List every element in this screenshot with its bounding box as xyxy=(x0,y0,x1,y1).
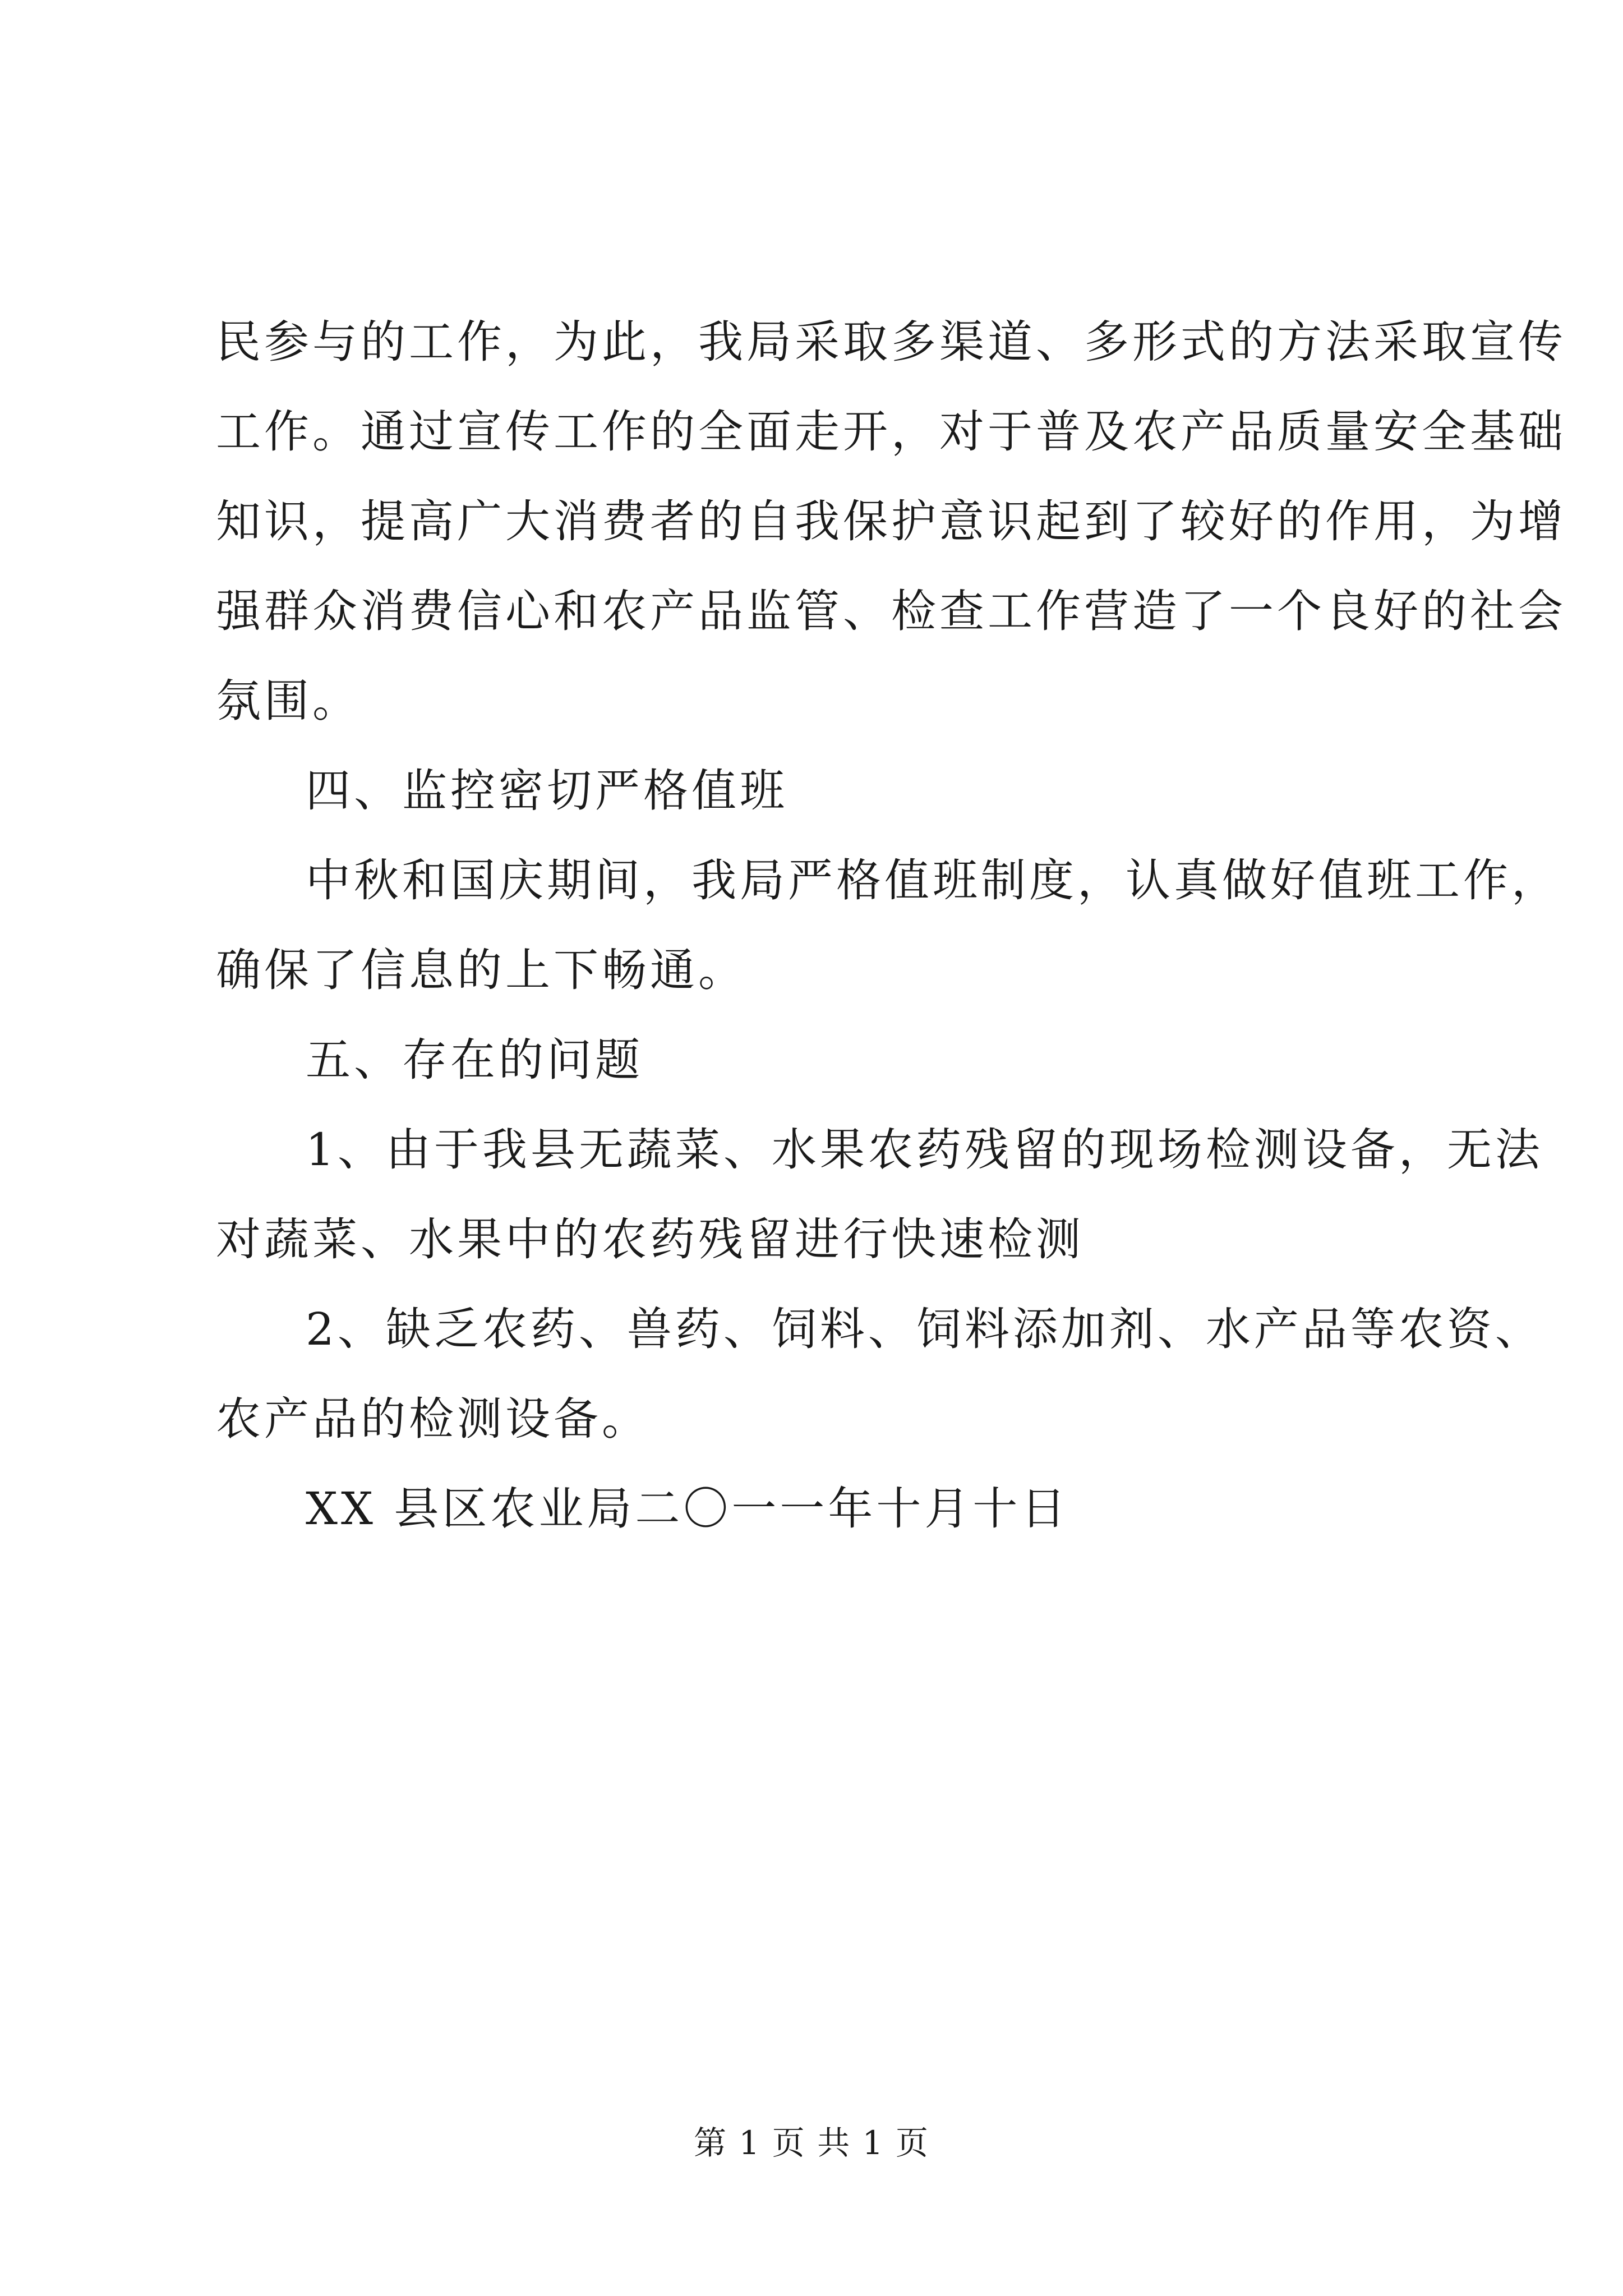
paragraph-line: 确保了信息的上下畅通。 xyxy=(216,944,746,996)
paragraph-line: 民参与的工作，为此，我局采取多渠道、多形式的方法采取宣传 xyxy=(216,316,1566,368)
list-item-continuation: 农产品的检测设备。 xyxy=(216,1393,650,1445)
list-item-continuation: 对蔬菜、水果中的农药残留进行快速检测 xyxy=(216,1213,1084,1266)
paragraph-line: 中秋和国庆期间，我局严格值班制度，认真做好值班工作， xyxy=(306,854,1560,907)
list-item: 2、缺乏农药、兽药、饲料、饲料添加剂、水产品等农资、 xyxy=(306,1303,1543,1355)
list-item: 1、由于我县无蔬菜、水果农药残留的现场检测设备，无法 xyxy=(306,1124,1543,1176)
paragraph-line: 知识，提高广大消费者的自我保护意识起到了较好的作用，为增 xyxy=(216,495,1566,547)
paragraph-line: 氛围。 xyxy=(216,675,361,727)
page-number-footer: 第 1 页 共 1 页 xyxy=(694,2124,929,2162)
section-heading: 四、监控密切严格值班 xyxy=(306,765,788,817)
section-heading: 五、存在的问题 xyxy=(306,1034,643,1086)
paragraph-line: 强群众消费信心和农产品监管、检查工作营造了一个良好的社会 xyxy=(216,585,1566,637)
signature-date: XX 县区农业局二〇一一年十月十日 xyxy=(306,1483,1069,1535)
document-body xyxy=(216,297,1566,1554)
paragraph-line: 工作。通过宣传工作的全面走开，对于普及农产品质量安全基础 xyxy=(216,406,1566,458)
